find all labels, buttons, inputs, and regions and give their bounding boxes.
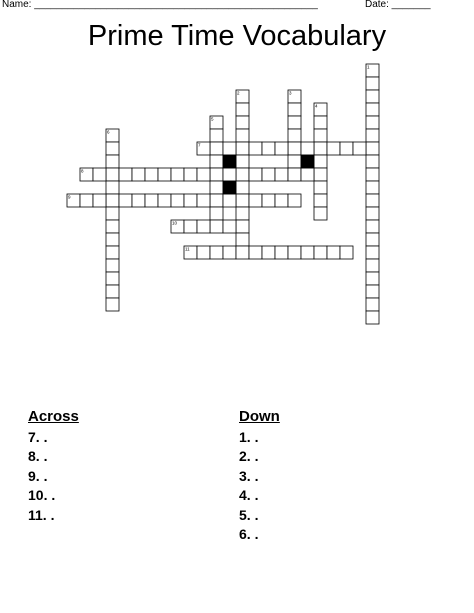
grid-cell[interactable] [158,168,171,181]
grid-cell[interactable] [288,194,301,207]
down-heading: Down [239,408,280,425]
grid-cell[interactable] [366,77,379,90]
grid-cell[interactable] [210,207,223,220]
grid-cell[interactable] [184,168,197,181]
clue-number: 2 [237,90,240,96]
across-heading: Across [28,408,79,425]
grid-cell[interactable] [171,168,184,181]
grid-cell[interactable] [106,168,119,181]
grid-cell[interactable] [314,207,327,220]
grid-cell[interactable] [314,142,327,155]
across-clues [28,407,79,525]
down-clue: 2. . [239,448,259,464]
across-clue: 9. . [28,467,48,484]
down-clue: 6. . [239,526,259,542]
grid-cell[interactable] [366,207,379,220]
grid-cell[interactable] [210,246,223,259]
grid-cell[interactable] [197,246,210,259]
grid-cell[interactable] [288,155,301,168]
grid-cell[interactable] [197,168,210,181]
grid-cell[interactable] [366,259,379,272]
grid-cell[interactable] [366,285,379,298]
grid-cell[interactable] [314,194,327,207]
grid-cell[interactable] [275,168,288,181]
grid-cell[interactable] [366,103,379,116]
grid-cell[interactable] [106,194,119,207]
across-clue: 10. . [28,487,56,503]
grid-cell[interactable] [223,168,236,181]
grid-cell[interactable] [249,246,262,259]
grid-cell[interactable] [340,142,353,155]
grid-cell[interactable] [106,272,119,285]
grid-cell[interactable] [366,168,379,181]
clue-number: 4 [315,103,318,109]
grid-cell[interactable] [288,142,301,155]
grid-cell[interactable] [119,194,132,207]
grid-cell[interactable] [314,116,327,129]
grid-cell[interactable] [236,194,249,207]
grid-cell[interactable] [236,220,249,233]
grid-cell[interactable] [223,142,236,155]
grid-cell[interactable] [145,194,158,207]
grid-cell[interactable] [210,181,223,194]
black-square [223,155,236,168]
grid-cell[interactable] [93,168,106,181]
grid-cell[interactable] [106,259,119,272]
grid-cell[interactable] [236,207,249,220]
grid-cell[interactable] [366,181,379,194]
grid-cell[interactable] [236,103,249,116]
grid-cell[interactable] [106,285,119,298]
grid-cell[interactable] [106,155,119,168]
grid-cell[interactable] [249,142,262,155]
grid-cell[interactable] [262,246,275,259]
grid-cell[interactable] [366,194,379,207]
grid-cell[interactable] [275,246,288,259]
grid-cell[interactable] [366,142,379,155]
grid-cell[interactable] [184,194,197,207]
grid-cell[interactable] [210,220,223,233]
clue-number: 8 [81,168,84,174]
page-title: Prime Time Vocabulary [87,20,387,52]
down-clue: 1. . [239,428,259,445]
grid-cell[interactable] [210,155,223,168]
grid-cell[interactable] [314,168,327,181]
grid-cell[interactable] [288,116,301,129]
grid-cell[interactable] [366,311,379,324]
grid-cell[interactable] [366,233,379,246]
grid-cell[interactable] [223,194,236,207]
grid-cell[interactable] [366,272,379,285]
clue-number: 9 [68,194,71,200]
clue-number: 6 [107,129,110,135]
grid-cell[interactable] [197,220,210,233]
grid-cell[interactable] [106,220,119,233]
grid-cell[interactable] [366,129,379,142]
grid-cell[interactable] [275,194,288,207]
grid-cell[interactable] [236,155,249,168]
grid-cell[interactable] [236,181,249,194]
grid-cell[interactable] [236,116,249,129]
grid-cell[interactable] [353,142,366,155]
grid-cell[interactable] [236,233,249,246]
across-clue: 8. . [28,448,48,464]
grid-cell[interactable] [262,194,275,207]
clue-number: 11 [185,246,190,252]
grid-cell[interactable] [288,246,301,259]
grid-cell[interactable] [236,142,249,155]
grid-cell[interactable] [184,220,197,233]
grid-cell[interactable] [301,168,314,181]
grid-cell[interactable] [314,181,327,194]
grid-cell[interactable] [275,142,288,155]
name-field-label[interactable]: Name: ___________________________________________________ [2,0,318,10]
across-clue: 11. . [28,506,55,523]
grid-cell[interactable] [210,168,223,181]
down-clue: 3. . [239,467,259,484]
grid-cell[interactable] [236,246,249,259]
grid-cell[interactable] [314,155,327,168]
down-clues [239,407,280,545]
grid-cell[interactable] [210,129,223,142]
black-square [223,181,236,194]
grid-cell[interactable] [119,168,132,181]
grid-cell[interactable] [366,220,379,233]
grid-cell[interactable] [366,246,379,259]
down-clue: 5. . [239,506,259,523]
grid-cell[interactable] [288,129,301,142]
grid-cell[interactable] [145,168,158,181]
grid-cell[interactable] [210,142,223,155]
grid-cell[interactable] [366,298,379,311]
grid-cell[interactable] [223,220,236,233]
date-field-label[interactable]: Date: _______ [365,0,431,10]
clue-number: 3 [289,90,292,96]
grid-cell[interactable] [132,194,145,207]
grid-cell[interactable] [197,194,210,207]
grid-cell[interactable] [327,142,340,155]
grid-cell[interactable] [340,246,353,259]
clue-number: 5 [211,116,214,122]
grid-cell[interactable] [223,246,236,259]
grid-cell[interactable] [106,142,119,155]
grid-cell[interactable] [249,194,262,207]
grid-cell[interactable] [262,142,275,155]
grid-cell[interactable] [366,155,379,168]
grid-cell[interactable] [249,168,262,181]
grid-cell[interactable] [106,181,119,194]
grid-cell[interactable] [236,168,249,181]
grid-cell[interactable] [301,142,314,155]
grid-cell[interactable] [132,168,145,181]
across-clue: 7. . [28,428,48,445]
grid-cell[interactable] [80,194,93,207]
grid-cell[interactable] [106,207,119,220]
grid-cell[interactable] [236,129,249,142]
grid-cell[interactable] [288,103,301,116]
grid-cell[interactable] [288,168,301,181]
clue-number: 7 [198,142,201,148]
black-square [301,155,314,168]
grid-cell[interactable] [171,194,184,207]
down-clue: 4. . [239,487,259,503]
grid-cell[interactable] [210,194,223,207]
grid-cell[interactable] [106,246,119,259]
clue-number: 1 [367,64,370,70]
grid-cell[interactable] [314,246,327,259]
grid-cell[interactable] [106,298,119,311]
grid-cell[interactable] [366,90,379,103]
grid-cell[interactable] [106,233,119,246]
grid-cell[interactable] [158,194,171,207]
grid-cell[interactable] [366,116,379,129]
grid-cell[interactable] [301,246,314,259]
grid-cell[interactable] [327,246,340,259]
grid-cell[interactable] [93,194,106,207]
grid-cell[interactable] [314,129,327,142]
grid-cell[interactable] [262,168,275,181]
clue-number: 10 [172,220,178,226]
